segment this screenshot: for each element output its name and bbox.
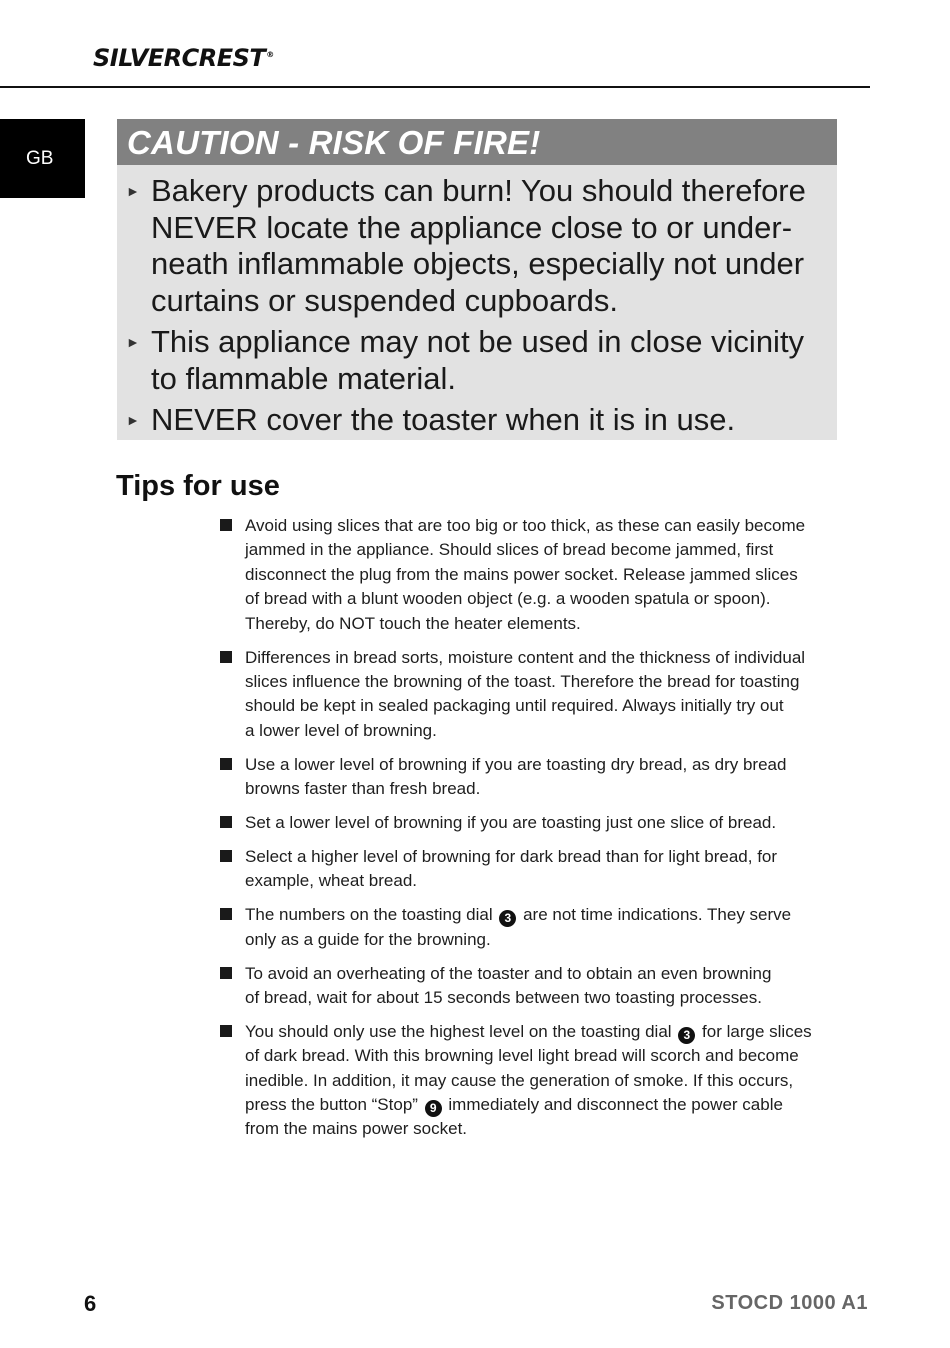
brand-logo: SILVERCREST® — [93, 44, 274, 72]
caution-item: ► This appliance may not be used in close vicinity to flammable material. — [126, 324, 805, 396]
tip-item: Select a higher level of browning for dark bread than for light bread, for example, wheat bread. — [219, 845, 831, 894]
square-bullet-icon — [220, 967, 232, 979]
tips-list — [219, 514, 831, 1151]
language-tab: GB — [0, 119, 85, 198]
square-bullet-icon — [220, 519, 232, 531]
tip-item: You should only use the highest level on the toasting dial 3 for large slices of dark bread. With this browning level light bread will scorch and become inedible. In addition, it may cause the generation of smoke. If this occurs, press the button “Stop” 9 immediately and disconnect the power cable from the mains power socket. — [219, 1020, 831, 1142]
tip-item: Avoid using slices that are too big or too thick, as these can easily become jammed in the appliance. Should slices of bread become jammed, first disconnect the plug from the mains power socket. Release jammed slices of bread with a blunt wooden object (e.g. a wooden spatula or spoon). Thereby, do NOT touch the heater elements. — [219, 514, 831, 636]
dial-reference-badge: 3 — [678, 1027, 695, 1044]
section-heading: Tips for use — [116, 470, 280, 502]
tip-item: To avoid an overheating of the toaster and to obtain an even browning of bread, wait for about 15 seconds between two toasting processes. — [219, 962, 831, 1011]
tip-item: The numbers on the toasting dial 3 are not time indications. They serve only as a guide for the browning. — [219, 903, 831, 952]
arrow-bullet-icon: ► — [126, 183, 140, 199]
tip-item: Differences in bread sorts, moisture content and the thickness of individual slices influence the browning of the toast. Therefore the bread for toasting should be kept in sealed packaging until required. Always initially try out a lower level of browning. — [219, 646, 831, 744]
caution-box — [117, 119, 837, 440]
square-bullet-icon — [220, 850, 232, 862]
header-divider — [0, 86, 870, 88]
arrow-bullet-icon: ► — [126, 334, 140, 350]
stop-button-reference-badge: 9 — [425, 1100, 442, 1117]
square-bullet-icon — [220, 816, 232, 828]
page-number: 6 — [84, 1291, 97, 1316]
square-bullet-icon — [220, 758, 232, 770]
arrow-bullet-icon: ► — [126, 412, 140, 428]
caution-item: ► NEVER cover the toaster when it is in use. — [126, 402, 736, 437]
square-bullet-icon — [220, 1025, 232, 1037]
tip-item: Set a lower level of browning if you are toasting just one slice of bread. — [219, 811, 831, 835]
square-bullet-icon — [220, 651, 232, 663]
dial-reference-badge: 3 — [499, 910, 516, 927]
tip-item: Use a lower level of browning if you are toasting dry bread, as dry bread browns faster than fresh bread. — [219, 753, 831, 802]
square-bullet-icon — [220, 908, 232, 920]
model-number: STOCD 1000 A1 — [711, 1292, 868, 1314]
caution-item: ► Bakery products can burn! You should therefore NEVER locate the appliance close to or under- neath inflammable objects, especially not under curtains or suspended cupboards. — [126, 173, 806, 318]
caution-title: CAUTION - RISK OF FIRE! — [117, 119, 837, 165]
